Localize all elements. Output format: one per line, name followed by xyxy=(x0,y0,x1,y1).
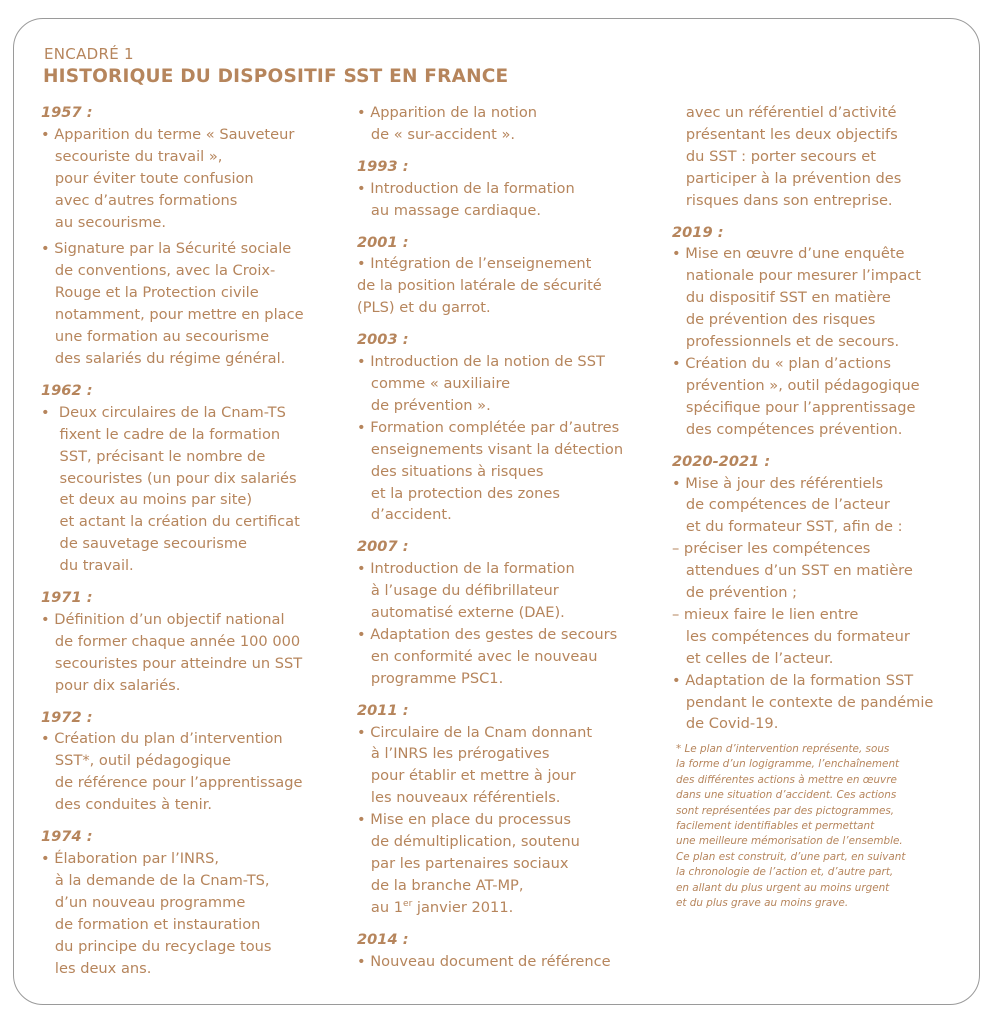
text-line: des compétences prévention. xyxy=(672,420,903,438)
text-line: en conformité avec le nouveau xyxy=(357,647,598,665)
year-heading: 1962 : xyxy=(41,381,93,399)
text-line: et du formateur SST, afin de : xyxy=(672,518,903,536)
text-line: • Deux circulaires de la Cnam-TS xyxy=(41,403,286,421)
list-item xyxy=(672,243,962,353)
text-line: du SST : porter secours et xyxy=(672,147,876,165)
text-line: par les partenaires sociaux xyxy=(357,855,569,872)
text-line: de former chaque année 100 000 xyxy=(41,632,301,650)
text-line: • Mise en place du processus xyxy=(357,811,571,829)
text-line: • Introduction de la formation xyxy=(357,560,575,578)
text-line: une meilleure mémorisation de l’ensemble. xyxy=(676,835,903,848)
text-line: du travail. xyxy=(41,557,134,575)
list-item xyxy=(41,609,331,697)
text-line: fixent le cadre de la formation xyxy=(41,425,281,443)
text-line: enseignements visant la détection xyxy=(357,440,624,458)
text-line: risques dans son entreprise. xyxy=(672,191,893,209)
list-item xyxy=(357,809,652,897)
list-item xyxy=(357,351,652,417)
text-line: • Introduction de la notion de SST xyxy=(357,353,605,371)
text-line: de démultiplication, soutenu xyxy=(357,833,580,851)
text-line: les nouveaux référentiels. xyxy=(357,789,561,807)
text-line: • Nouveau document de référence xyxy=(357,952,611,970)
text-line: • Mise à jour des référentiels xyxy=(672,474,884,492)
year-heading: 2003 : xyxy=(357,331,409,349)
text-line: en allant du plus urgent au moins urgent xyxy=(676,881,890,894)
text-line: • Formation complétée par d’autres xyxy=(357,418,620,436)
text-line: d’un nouveau programme xyxy=(41,893,246,911)
text-line: prévention », outil pédagogique xyxy=(672,376,920,394)
text-line: Rouge et la Protection civile xyxy=(41,284,259,302)
text-line: à l’INRS les prérogatives xyxy=(357,745,550,763)
text-line: de conventions, avec la Croix- xyxy=(41,262,276,280)
text-line: du principe du recyclage tous xyxy=(41,937,272,955)
text-line: des salariés du régime général. xyxy=(41,349,286,367)
list-item xyxy=(41,238,331,369)
year-heading: 1957 : xyxy=(41,104,93,121)
text-line: de « sur-accident ». xyxy=(357,125,516,143)
column-2 xyxy=(357,102,652,973)
text-line: dans une situation d’accident. Ces actions xyxy=(676,789,897,802)
text-line: • Introduction de la formation xyxy=(357,179,575,197)
text-line: et deux au moins par site) xyxy=(41,491,253,509)
text-line: une formation au secourisme xyxy=(41,328,270,346)
text-line: avec d’autres formations xyxy=(41,191,238,209)
text-line: • Apparition de la notion xyxy=(357,104,537,121)
box-title: HISTORIQUE DU DISPOSITIF SST EN FRANCE xyxy=(43,66,509,87)
text-line: de Covid-19. xyxy=(672,715,779,733)
list-item xyxy=(357,624,652,690)
text-line: et du plus grave au moins grave. xyxy=(676,897,849,910)
text-line: secouriste du travail », xyxy=(41,147,223,165)
list-item xyxy=(41,402,331,577)
text-line: au secourisme. xyxy=(41,213,167,231)
text-line: et actant la création du certificat xyxy=(41,513,300,531)
text-line: des conduites à tenir. xyxy=(41,796,212,814)
list-item xyxy=(41,124,331,234)
year-heading: 2007 : xyxy=(357,538,409,556)
text-line: attendues d’un SST en matière xyxy=(672,562,913,580)
text-line: comme « auxiliaire xyxy=(357,374,511,392)
text-line: de formation et instauration xyxy=(41,915,261,933)
text-line: de prévention des risques xyxy=(672,311,876,329)
text-line: et celles de l’acteur. xyxy=(672,649,834,667)
text-line: Ce plan est construit, d’une part, en suivant xyxy=(676,850,906,863)
text-line: SST, précisant le nombre de xyxy=(41,447,266,465)
text-line: professionnels et de secours. xyxy=(672,333,900,351)
text-line: sont représentées par des pictogrammes, xyxy=(676,804,895,817)
list-item xyxy=(672,353,962,441)
footnote xyxy=(676,742,966,911)
list-item xyxy=(357,558,652,624)
text-line: • Adaptation de la formation SST xyxy=(672,671,914,689)
year-heading: 2019 : xyxy=(672,223,724,241)
text-line: – préciser les compétences xyxy=(672,540,871,558)
list-item xyxy=(357,178,652,222)
list-item xyxy=(357,102,652,146)
text-line: d’accident. xyxy=(357,506,452,524)
text-line: la forme d’un logigramme, l’enchaînement xyxy=(676,758,900,771)
text-line: les compétences du formateur xyxy=(672,627,910,645)
year-heading: 2020-2021 : xyxy=(672,452,771,470)
text-line: (PLS) et du garrot. xyxy=(357,299,491,317)
text-line: • Circulaire de la Cnam donnant xyxy=(357,723,593,741)
text-line: • Définition d’un objectif national xyxy=(41,610,285,628)
column-1 xyxy=(41,102,331,979)
text-line: à la demande de la Cnam-TS, xyxy=(41,871,270,889)
text-line: nationale pour mesurer l’impact xyxy=(672,267,922,285)
text-line: de prévention ; xyxy=(672,584,798,602)
text-line: • Élaboration par l’INRS, xyxy=(41,850,219,867)
text-line: pour éviter toute confusion xyxy=(41,169,254,187)
text-line: facilement identifiables et permettant xyxy=(676,820,875,833)
list-item xyxy=(41,728,331,816)
year-heading: 2001 : xyxy=(357,233,409,251)
list-line: au 1er janvier 2011. xyxy=(357,898,514,916)
list-item xyxy=(357,722,652,810)
text-line: au massage cardiaque. xyxy=(357,201,542,219)
text-line: pour dix salariés. xyxy=(41,676,181,694)
text-line: • Création du plan d’intervention xyxy=(41,730,283,748)
list-item xyxy=(357,417,652,527)
list-item xyxy=(357,951,652,973)
text-line: • Mise en œuvre d’une enquête xyxy=(672,245,905,263)
text-line: spécifique pour l’apprentissage xyxy=(672,398,916,416)
text-line: secouristes pour atteindre un SST xyxy=(41,654,303,672)
year-heading: 1972 : xyxy=(41,708,93,726)
text-line: • Apparition du terme « Sauveteur xyxy=(41,125,295,143)
year-heading: 1974 : xyxy=(41,828,93,846)
text-line: pour établir et mettre à jour xyxy=(357,767,576,785)
text-line: de la position latérale de sécurité xyxy=(357,277,602,295)
text-line: • Signature par la Sécurité sociale xyxy=(41,240,292,258)
text-line: la chronologie de l’action et, d’autre part, xyxy=(676,866,894,879)
text-line: * Le plan d’intervention représente, sous xyxy=(676,743,890,755)
text-line: notamment, pour mettre en place xyxy=(41,306,304,324)
text-line: et la protection des zones xyxy=(357,484,560,502)
text-line: automatisé externe (DAE). xyxy=(357,604,565,622)
text-line: participer à la prévention des xyxy=(672,169,902,187)
year-heading: 2011 : xyxy=(357,701,409,719)
list-item xyxy=(672,473,962,670)
text-line: • Adaptation des gestes de secours xyxy=(357,625,618,643)
text-line: secouristes (un pour dix salariés xyxy=(41,469,297,487)
text-line: des différentes actions à mettre en œuvre xyxy=(676,773,897,786)
text-line: – mieux faire le lien entre xyxy=(672,605,859,623)
text-line: à l’usage du défibrillateur xyxy=(357,582,559,600)
text-line: • Intégration de l’enseignement xyxy=(357,255,592,273)
text-line: SST*, outil pédagogique xyxy=(41,752,232,770)
list-item xyxy=(672,102,962,212)
list-item xyxy=(357,253,652,319)
text-line: de référence pour l’apprentissage xyxy=(41,774,303,792)
year-heading: 2014 : xyxy=(357,930,409,948)
text-line: du dispositif SST en matière xyxy=(672,289,891,307)
text-line: de prévention ». xyxy=(357,396,491,414)
year-heading: 1993 : xyxy=(357,157,409,175)
text-line: • Création du « plan d’actions xyxy=(672,354,891,372)
text-line: programme PSC1. xyxy=(357,669,504,687)
year-heading: 1971 : xyxy=(41,589,93,607)
list-item xyxy=(41,848,331,979)
text-line: des situations à risques xyxy=(357,462,544,480)
text-line: de compétences de l’acteur xyxy=(672,496,890,514)
box-label: ENCADRÉ 1 xyxy=(44,45,134,63)
text-line: pendant le contexte de pandémie xyxy=(672,693,934,711)
text-line: de la branche AT-MP, xyxy=(357,876,524,894)
text-line: de sauvetage secourisme xyxy=(41,535,248,553)
text-line: présentant les deux objectifs xyxy=(672,125,898,143)
column-3 xyxy=(672,102,962,735)
text-line: les deux ans. xyxy=(41,959,152,977)
list-item xyxy=(672,670,962,736)
text-line: avec un référentiel d’activité xyxy=(672,104,897,121)
